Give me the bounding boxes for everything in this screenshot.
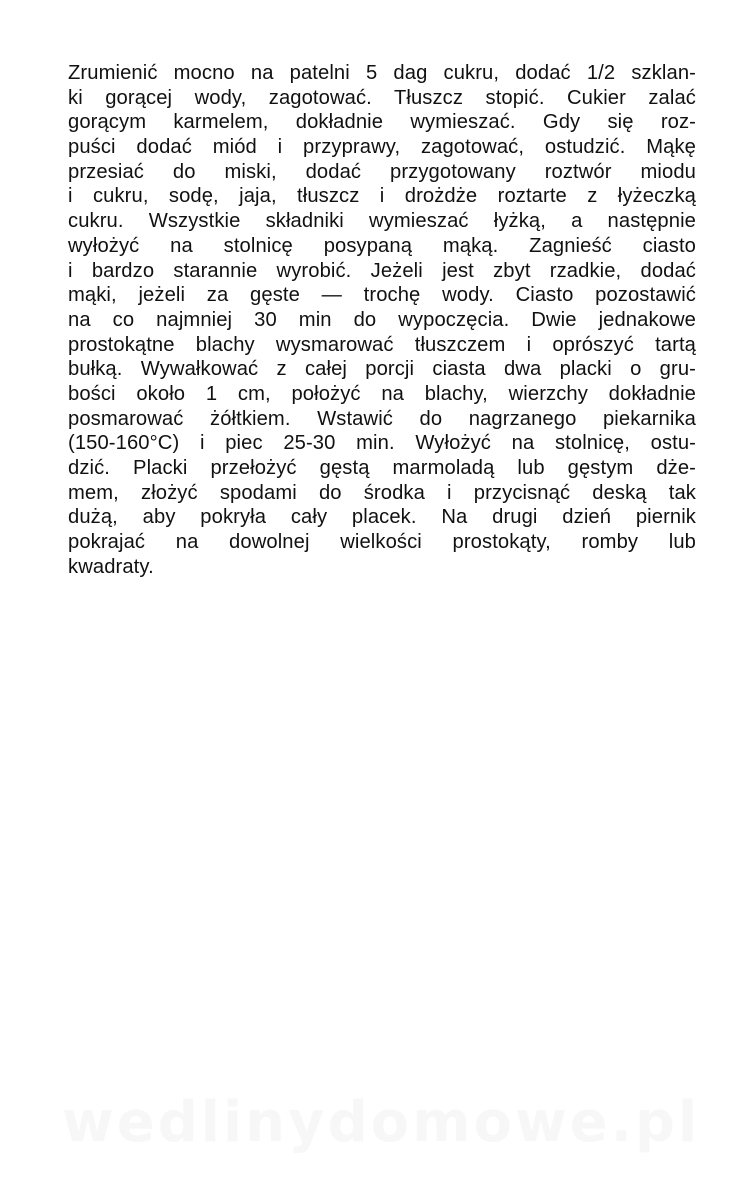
text-line: przesiać do miski, dodać przygotowany roztwór miodu (68, 160, 696, 183)
recipe-instructions-paragraph (68, 61, 696, 579)
text-line: puści dodać miód i przyprawy, zagotować, ostudzić. Mąkę (68, 136, 696, 159)
text-line: (150-160°C) i piec 25-30 min. Wyłożyć na stolnicę, ostu- (68, 432, 696, 455)
text-line: bości około 1 cm, położyć na blachy, wierzchy dokładnie (68, 382, 696, 405)
text-line: dzić. Placki przełożyć gęstą marmoladą lub gęstym dże- (68, 457, 696, 479)
text-line: prostokątne blachy wysmarować tłuszczem i oprószyć tartą (68, 333, 696, 356)
text-line: ki gorącej wody, zagotować. Tłuszcz stopić. Cukier zalać (68, 86, 696, 109)
text-line: mem, złożyć spodami do środka i przycisnąć deską tak (68, 481, 696, 504)
text-line: cukru. Wszystkie składniki wymieszać łyżką, a następnie (68, 210, 696, 233)
text-line: pokrajać na dowolnej wielkości prostokąty, romby lub (68, 531, 696, 554)
text-line: Zrumienić mocno na patelni 5 dag cukru, dodać 1/2 szklan- (68, 62, 696, 84)
text-line: dużą, aby pokryła cały placek. Na drugi dzień piernik (68, 506, 696, 529)
text-line: bułką. Wywałkować z całej porcji ciasta dwa placki o gru- (68, 358, 696, 381)
text-line: kwadraty. (68, 555, 154, 578)
site-watermark: wedlinydomowe.pl (62, 1090, 701, 1155)
text-line: gorącym karmelem, dokładnie wymieszać. Gdy się roz- (68, 111, 696, 134)
text-line: mąki, jeżeli za gęste — trochę wody. Ciasto pozostawić (68, 284, 696, 307)
text-line: posmarować żółtkiem. Wstawić do nagrzanego piekarnika (68, 407, 696, 430)
text-line: i bardzo starannie wyrobić. Jeżeli jest zbyt rzadkie, dodać (68, 259, 696, 282)
text-line: wyłożyć na stolnicę posypaną mąką. Zagnieść ciasto (68, 234, 696, 257)
text-line: i cukru, sodę, jaja, tłuszcz i drożdże roztarte z łyżeczką (68, 185, 696, 208)
text-line: na co najmniej 30 min do wypoczęcia. Dwie jednakowe (68, 308, 696, 331)
